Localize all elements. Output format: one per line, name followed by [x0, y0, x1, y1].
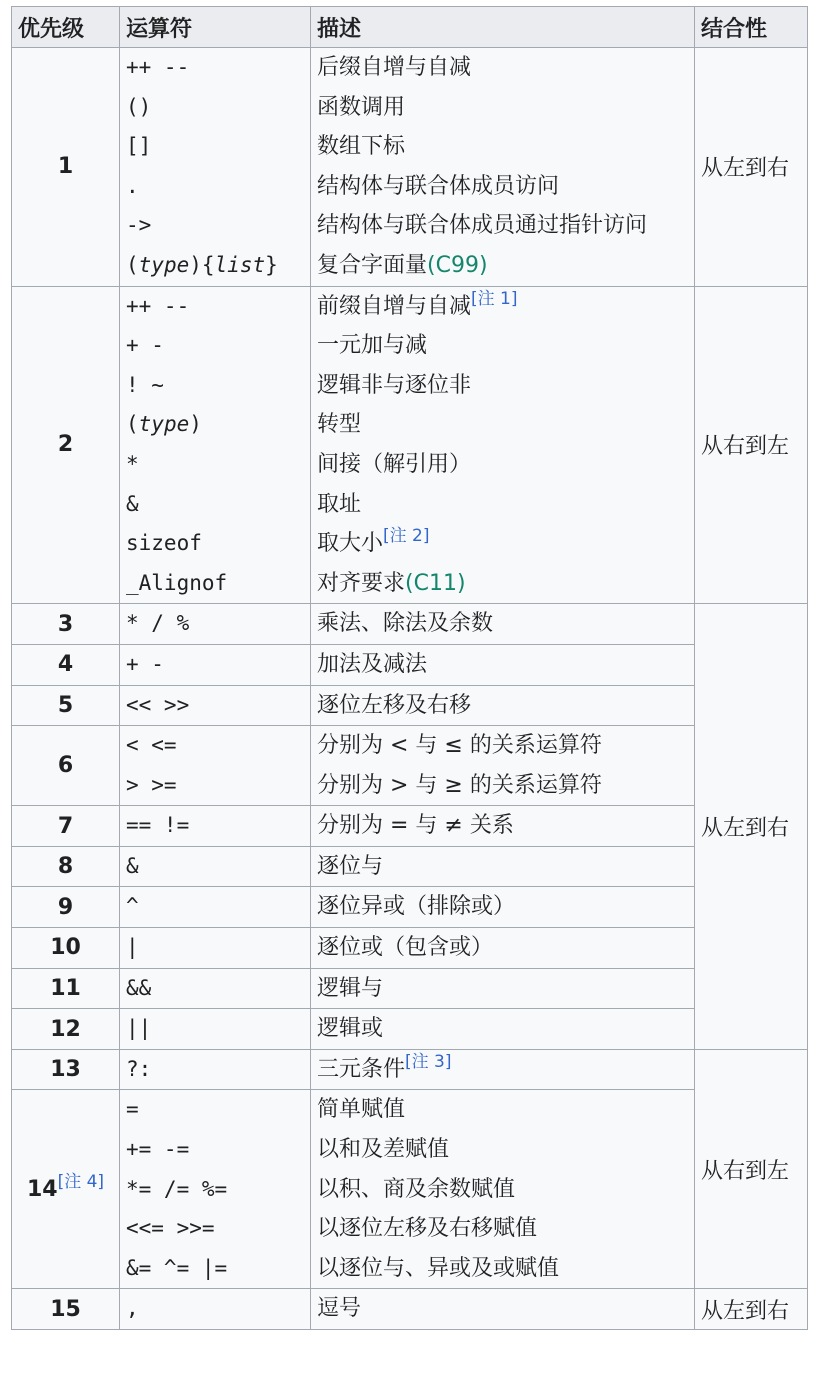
- description: 逻辑与: [317, 975, 384, 1001]
- description: 逻辑非与逐位非: [317, 372, 472, 398]
- description-cell: [311, 286, 695, 604]
- operator: ,: [126, 1296, 139, 1321]
- description: 加法及减法: [317, 651, 428, 677]
- operator-cell: [120, 1049, 311, 1090]
- operator-cast: (type): [126, 412, 202, 437]
- operator-cell: [120, 286, 311, 604]
- table-row: [12, 806, 808, 847]
- operator: sizeof: [126, 531, 202, 556]
- description-cell: [311, 726, 695, 806]
- table-row: [12, 726, 808, 806]
- precedence-cell: 8: [12, 846, 120, 887]
- table-row: [12, 1289, 808, 1330]
- description: 以逐位与、异或及或赋值: [317, 1255, 560, 1281]
- description-cell: [311, 644, 695, 685]
- operator: |: [126, 935, 139, 960]
- operator: =: [126, 1097, 139, 1122]
- operator: + -: [126, 651, 164, 676]
- description-cell: [311, 846, 695, 887]
- associativity-cell: 从左到右: [695, 1289, 808, 1330]
- footnote-link[interactable]: [注 2]: [383, 526, 430, 547]
- description: 取址: [317, 491, 362, 517]
- precedence-cell: 10: [12, 928, 120, 969]
- description: 结构体与联合体成员通过指针访问: [317, 213, 648, 239]
- precedence-cell: 15: [12, 1289, 120, 1330]
- description-cell: [311, 604, 695, 645]
- precedence-value: 14: [26, 1176, 58, 1202]
- table-row: [12, 644, 808, 685]
- description: 逐位异或（排除或）: [317, 894, 516, 920]
- precedence-cell: [12, 48, 120, 287]
- operator: <<= >>=: [126, 1216, 215, 1241]
- associativity-cell: 从左到右: [695, 48, 808, 287]
- description-cell: [311, 968, 695, 1009]
- description: 三元条件[注 3]: [317, 1051, 452, 1082]
- operator: ++ --: [126, 55, 190, 79]
- operator-cell: [120, 604, 311, 645]
- table-row: [12, 968, 808, 1009]
- description: 逐位与: [317, 853, 384, 879]
- table-row: [12, 846, 808, 887]
- operator: < <=: [126, 733, 177, 758]
- operator: == !=: [126, 813, 190, 838]
- operator: ?:: [126, 1056, 152, 1081]
- precedence-cell: 3: [12, 604, 120, 645]
- description-cell: [311, 1289, 695, 1330]
- operator-cell: [120, 685, 311, 726]
- operator: ++ --: [126, 293, 190, 318]
- description: 逐位或（包含或）: [317, 935, 494, 961]
- precedence-cell: 12: [12, 1009, 120, 1050]
- operator: &= ^= |=: [126, 1255, 228, 1280]
- precedence-cell: 5: [12, 685, 120, 726]
- precedence-cell: 11: [12, 968, 120, 1009]
- operator-cell: [120, 644, 311, 685]
- precedence-cell: [12, 1090, 120, 1289]
- operator: ! ~: [126, 372, 164, 397]
- operator: &: [126, 491, 139, 516]
- operator: + -: [126, 333, 164, 358]
- description: 以逐位左移及右移赋值: [317, 1216, 538, 1242]
- description: 逻辑或: [317, 1016, 384, 1042]
- operator: ^: [126, 894, 139, 919]
- precedence-cell: 13: [12, 1049, 120, 1090]
- description: 分别为 = 与 ≠ 关系: [317, 813, 514, 839]
- operator-italic-type: type: [138, 252, 190, 277]
- operator: *: [126, 451, 139, 476]
- operator-cell: [120, 1289, 311, 1330]
- standard-tag[interactable]: (C99): [427, 252, 488, 278]
- operator-cell: [120, 846, 311, 887]
- description-cell: [311, 887, 695, 928]
- associativity-cell: 从左到右: [695, 604, 808, 1050]
- table-row: [12, 286, 808, 604]
- operator: &&: [126, 975, 152, 1000]
- description-cell: [311, 685, 695, 726]
- description-cell: [311, 806, 695, 847]
- description-cell: [311, 1090, 695, 1289]
- description: 函数调用: [317, 94, 406, 120]
- table-row: [12, 1049, 808, 1090]
- description: 简单赋值: [317, 1097, 406, 1123]
- description: 对齐要求(C11): [317, 570, 466, 596]
- header-operator[interactable]: 运算符: [120, 7, 311, 48]
- operator-cell: [120, 968, 311, 1009]
- operator-italic-list: list: [214, 252, 266, 277]
- table-row: [12, 928, 808, 969]
- description-cell: [311, 928, 695, 969]
- header-associativity[interactable]: 结合性: [695, 7, 808, 48]
- description: 以和及差赋值: [317, 1137, 450, 1163]
- description: 后缀自增与自减: [317, 55, 472, 80]
- operator: += -=: [126, 1137, 190, 1162]
- footnote-link[interactable]: [注 3]: [405, 1051, 452, 1072]
- operator: (): [126, 94, 152, 119]
- associativity-cell: 从右到左: [695, 286, 808, 604]
- table-row: [12, 48, 808, 287]
- description: 前缀自增与自减[注 1]: [317, 288, 518, 319]
- operator-compound-literal: (type){list}: [126, 252, 278, 277]
- operator: &: [126, 853, 139, 878]
- standard-tag[interactable]: (C11): [405, 570, 466, 596]
- operator-cell: [120, 928, 311, 969]
- table-row: [12, 604, 808, 645]
- table-row: [12, 1009, 808, 1050]
- table-row: [12, 685, 808, 726]
- description: 分别为 > 与 ≥ 的关系运算符: [317, 772, 602, 798]
- precedence-cell: 7: [12, 806, 120, 847]
- operator: []: [126, 134, 152, 159]
- precedence-cell: [12, 286, 120, 604]
- operator-italic-type: type: [138, 412, 190, 437]
- description: 逗号: [317, 1296, 362, 1322]
- operator: ||: [126, 1016, 152, 1041]
- associativity-cell: 从右到左: [695, 1049, 808, 1289]
- description: 结构体与联合体成员访问: [317, 173, 560, 199]
- description: 乘法、除法及余数: [317, 611, 494, 637]
- table-row: [12, 887, 808, 928]
- description-cell: [311, 48, 695, 287]
- header-precedence[interactable]: 优先级: [12, 7, 120, 48]
- precedence-cell: 4: [12, 644, 120, 685]
- operator-cell: [120, 1090, 311, 1289]
- description: 以积、商及余数赋值: [317, 1176, 516, 1202]
- footnote-link[interactable]: [注 4]: [57, 1171, 105, 1192]
- description: 取大小[注 2]: [317, 526, 430, 557]
- description: 转型: [317, 412, 362, 438]
- operator-precedence-table: [11, 6, 808, 1330]
- description: 分别为 < 与 ≤ 的关系运算符: [317, 733, 602, 759]
- footnote-link[interactable]: [注 1]: [471, 288, 518, 309]
- description: 逐位左移及右移: [317, 692, 472, 718]
- precedence-cell: 6: [12, 726, 120, 806]
- description: 数组下标: [317, 134, 406, 160]
- operator: * / %: [126, 611, 190, 636]
- description: 间接（解引用）: [317, 451, 472, 477]
- precedence-value: 1: [57, 154, 74, 180]
- header-description[interactable]: 描述: [311, 7, 695, 48]
- table-row: [12, 1090, 808, 1289]
- operator-cell: [120, 887, 311, 928]
- operator: *= /= %=: [126, 1176, 228, 1201]
- operator: ->: [126, 213, 152, 238]
- operator-cell: [120, 726, 311, 806]
- operator: _Alignof: [126, 570, 228, 595]
- operator: > >=: [126, 772, 177, 797]
- description: 复合字面量(C99): [317, 252, 488, 278]
- precedence-cell: 9: [12, 887, 120, 928]
- description-cell: [311, 1049, 695, 1090]
- operator: .: [126, 173, 139, 198]
- description: 一元加与减: [317, 333, 428, 359]
- precedence-value: 2: [57, 432, 74, 458]
- operator: << >>: [126, 692, 190, 717]
- description-cell: [311, 1009, 695, 1050]
- table-header-row: [12, 7, 808, 48]
- operator-cell: [120, 806, 311, 847]
- operator-cell: [120, 48, 311, 287]
- operator-cell: [120, 1009, 311, 1050]
